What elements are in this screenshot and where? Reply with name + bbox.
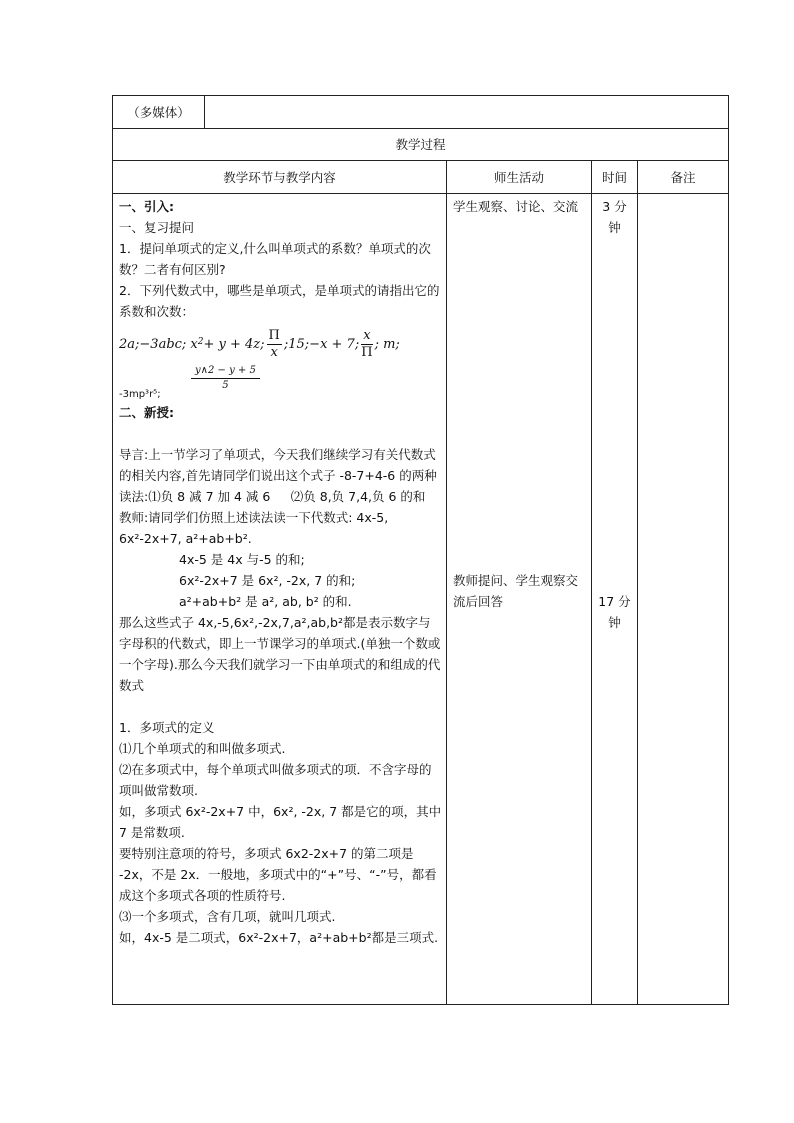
activity-cell	[447, 194, 592, 1005]
header-time: 时间	[592, 161, 638, 194]
expr-part-3: ;15;−x + 7;	[283, 336, 360, 352]
definition-2: ⑵在多项式中，每个单项式叫做多项式的项．不含字母的项叫做常数项.	[119, 762, 432, 798]
fraction-den: x	[270, 344, 278, 360]
definition-3: ⑶一个多项式，含有几项，就叫几项式.	[119, 909, 336, 924]
expr-sup: 2	[197, 337, 204, 347]
time-2: 17 分钟	[598, 594, 631, 630]
definition-1: ⑴几个单项式的和叫做多项式.	[119, 741, 286, 756]
reading-1: 4x-5 是 4x 与-5 的和;	[179, 552, 305, 567]
header-row	[113, 161, 729, 194]
media-label: （多媒体）	[113, 96, 205, 129]
teacher-prompt: 教师:请同学们仿照上述读法读一下代数式: 4x-5, 6x²-2x+7, a²+ab+b².	[119, 510, 389, 546]
intro-heading: 一、引入:	[119, 199, 174, 214]
header-activity: 师生活动	[447, 161, 592, 194]
poly-den: 5	[222, 380, 229, 391]
lead-in: 导言:上一节学习了单项式，今天我们继续学习有关代数式的相关内容,首先请同学们说出这个式子 -8-7+4-6 的两种读法:⑴负 8 减 7 加 4 减 6 ⑵负 8,负 7,4,负 6 的和	[119, 447, 437, 504]
fraction-x-over-pi	[361, 328, 372, 361]
activity-2: 教师提问、学生观察交流后回答	[453, 573, 579, 609]
fraction-num: Π	[268, 327, 280, 343]
fraction-den-2: Π	[361, 344, 373, 360]
reading-3: a²+ab+b² 是 a², ab, b² 的和.	[179, 594, 352, 609]
time-cell	[592, 194, 638, 1005]
expression-list	[119, 324, 442, 364]
fraction-polynomial	[191, 364, 260, 393]
lesson-plan-table	[112, 95, 729, 1005]
fraction-pi-over-x	[267, 328, 282, 361]
expr-part-1: 2a;−3abc; x	[119, 336, 198, 352]
example-1: 如，多项式 6x²-2x+7 中，6x², -2x, 7 都是它的项，其中 7 是常数项.	[119, 804, 442, 840]
section-title: 教学过程	[113, 129, 729, 161]
question-1: 1．提问单项式的定义,什么叫单项式的系数？单项式的次数？二者有何区别?	[119, 241, 431, 277]
content-cell	[113, 194, 447, 1005]
expression-row-2	[119, 364, 442, 402]
time-1: 3 分钟	[602, 199, 627, 235]
expr-part-4: ; m;	[374, 336, 400, 352]
review-heading: 一、复习提问	[119, 220, 195, 235]
definition-heading: 1．多项式的定义	[119, 720, 215, 735]
new-heading: 二、新授:	[119, 405, 174, 420]
media-row	[113, 96, 729, 129]
body-row	[113, 194, 729, 1005]
media-value	[205, 96, 729, 129]
poly-num: y∧2 − y + 5	[191, 364, 260, 379]
header-notes: 备注	[638, 161, 729, 194]
notes-cell	[638, 194, 729, 1005]
expr-part-2: + y + 4z;	[203, 336, 265, 352]
expr-lead: -3mp³r⁵;	[119, 389, 161, 400]
reading-2: 6x²-2x+7 是 6x², -2x, 7 的和;	[179, 573, 356, 588]
header-content: 教学环节与教学内容	[113, 161, 447, 194]
question-2: 2．下列代数式中，哪些是单项式，是单项式的请指出它的系数和次数：	[119, 283, 440, 319]
activity-1: 学生观察、讨论、交流	[453, 199, 579, 214]
sign-note: 要特别注意项的符号，多项式 6x2-2x+7 的第二项是 -2x，不是 2x．一般地，多项式中的“+”号、“-”号，都看成这个多项式各项的性质符号.	[119, 846, 437, 903]
explanation: 那么这些式子 4x,-5,6x²,-2x,7,a²,ab,b²都是表示数字与字母积的代数式，即上一节课学习的单项式.(单独一个数或一个字母).那么今天我们就学习一下由单项式的和组成的代数式	[119, 615, 441, 693]
fraction-num-2: x	[363, 327, 371, 343]
section-title-row	[113, 129, 729, 161]
example-2: 如，4x-5 是二项式，6x²-2x+7，a²+ab+b²都是三项式.	[119, 930, 439, 945]
